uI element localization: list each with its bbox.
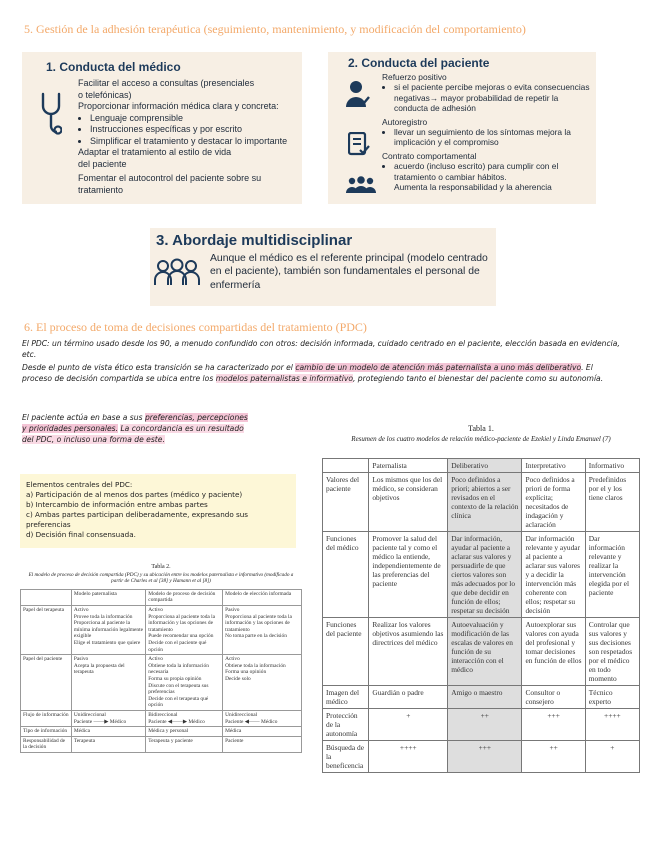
table-cell: Valores del paciente bbox=[323, 472, 369, 531]
card-doctor-behavior bbox=[22, 52, 302, 204]
table-cell: Amigo o maestro bbox=[448, 685, 522, 708]
card-1-line: tratamiento bbox=[78, 184, 124, 195]
table-cell: Unidireccional Paciente ◀—— Médico bbox=[223, 710, 302, 726]
pdc-elements-box bbox=[20, 474, 296, 548]
card-1-line: o telefónicas) bbox=[78, 89, 132, 100]
table-cell: Predefinidos por el y los tiene claros bbox=[585, 472, 639, 531]
patient-group-heading: Autoregistro bbox=[382, 116, 428, 127]
table-cell: Pasivo Acepta la propuesta del terapeuta bbox=[71, 655, 145, 711]
table-2 bbox=[20, 589, 302, 753]
table-1 bbox=[322, 458, 640, 773]
table-cell: Dar información relevante y realizar la intervención elegida por el paciente bbox=[585, 531, 639, 617]
table-cell: Activo Provee toda la información Proporciona al paciente la mínima información legalmente exigible Elige el tratamiento que quiere bbox=[71, 606, 145, 655]
table-cell: Funciones del médico bbox=[323, 531, 369, 617]
table-header-cell: Deliberativo bbox=[448, 458, 522, 472]
table-header-cell: Modelo de elección informada bbox=[223, 589, 302, 605]
patient-group-extra: Aumenta la responsabilidad y la aherencia bbox=[394, 182, 552, 193]
table-cell: Responsabilidad de la decisión bbox=[21, 736, 72, 752]
table-cell: Unidireccional Paciente ——▶ Médico bbox=[71, 710, 145, 726]
table-header-cell: Modelo de proceso de decisión compartida bbox=[146, 589, 223, 605]
table-cell: + bbox=[585, 740, 639, 772]
table-cell: Papel del paciente bbox=[21, 655, 72, 711]
table-cell: Dar información relevante y ayudar al paciente a aclarar sus valores y a decidir la intervención más coherente con ellos; respetar su decisión bbox=[522, 531, 585, 617]
table-row bbox=[323, 531, 640, 617]
table-cell: Imagen del médico bbox=[323, 685, 369, 708]
table-row bbox=[323, 472, 640, 531]
note-text: El paciente actúa en base a sus bbox=[22, 413, 145, 422]
table-cell: ++ bbox=[448, 708, 522, 740]
table-row bbox=[21, 710, 302, 726]
table-1-title: Tabla 1. bbox=[468, 424, 494, 433]
table-cell: Activo Obtiene toda la información necesaria Forma su propia opinión Discute con el terapeuta sus preferencias Decide con el terapeuta qué opción bbox=[146, 655, 223, 711]
note-highlight: cambio de un modelo de atención más paternalista a uno más deliberativo bbox=[295, 363, 582, 372]
table-row bbox=[21, 727, 302, 737]
table-header-cell bbox=[21, 589, 72, 605]
card-1-line: Fomentar el autocontrol del paciente sobre su bbox=[78, 173, 262, 183]
card-1-title: 1. Conducta del médico bbox=[46, 60, 181, 74]
table-header-cell: Informativo bbox=[585, 458, 639, 472]
table-2-caption: El modelo de proceso de decisión compartida (PDC) y su ubicación entre los modelos paternalista e informativo (modificado a partir de Charles et al [38] y Hamann et al [8]) bbox=[28, 572, 294, 585]
table-row bbox=[21, 655, 302, 711]
table-cell: ++++ bbox=[585, 708, 639, 740]
table-cell: Promover la salud del paciente tal y como el médico la entiende, independientemente de las preferencias del paciente bbox=[369, 531, 448, 617]
table-cell: ++++ bbox=[369, 740, 448, 772]
table-cell: Médica bbox=[71, 727, 145, 737]
table-cell: Terapeuta bbox=[71, 736, 145, 752]
box-line: b) Intercambio de información entre ambas partes bbox=[26, 500, 208, 509]
patient-group-heading: Contrato comportamental bbox=[382, 150, 477, 161]
card-1-line: del paciente bbox=[78, 158, 127, 169]
table-cell: Poco definidos a priori; abiertos a ser revisados en el contexto de la relación clínica bbox=[448, 472, 522, 531]
note-paragraph bbox=[22, 362, 622, 384]
table-cell: + bbox=[369, 708, 448, 740]
table-row bbox=[323, 708, 640, 740]
table-cell: Protección de la autonomía bbox=[323, 708, 369, 740]
table-header-cell bbox=[323, 458, 369, 472]
table-cell: Los mismos que los del médico, se consideran objetivos bbox=[369, 472, 448, 531]
table-row bbox=[21, 606, 302, 655]
table-2-title: Tabla 2. bbox=[151, 564, 171, 570]
box-line: Elementos centrales del PDC: bbox=[26, 480, 133, 489]
note-highlight: preferencias, percepciones y prioridades personales. bbox=[22, 413, 248, 433]
table-cell: Flujo de información bbox=[21, 710, 72, 726]
table-cell: Pasivo Proporciona al paciente toda la información y las opciones de tratamiento No toma parte en la decisión bbox=[223, 606, 302, 655]
table-cell: Consultor o consejero bbox=[522, 685, 585, 708]
note-text: , protegiendo tanto el bienestar del paciente como su autonomía. bbox=[352, 374, 604, 383]
table-cell: Dar información, ayudar al paciente a aclarar sus valores y persuadirle de que ciertos valores son más adecuados por lo que debe decidir en función de ellos; respetar su decisión bbox=[448, 531, 522, 617]
card-1-line: Proporcionar información médica clara y concreta: bbox=[78, 101, 279, 111]
table-header-row bbox=[21, 589, 302, 605]
table-2-block bbox=[20, 564, 302, 753]
table-cell: Autoexplorar sus valores con ayuda del profesional y tomar decisiones en función de ellos bbox=[522, 617, 585, 685]
table-cell: Paciente bbox=[223, 736, 302, 752]
table-1-caption: Resumen de los cuatro modelos de relación médico-paciente de Ezekiel y Linda Emanuel (7) bbox=[351, 435, 611, 443]
note-text: Desde el punto de vista ético esta transición se ha caracterizado por el bbox=[22, 363, 296, 372]
card-1-bullet: • Simplificar el tratamiento y destacar lo importante bbox=[90, 136, 296, 148]
table-cell: Controlar que sus valores y sus decisiones son respetados por el médico en todo momento bbox=[585, 617, 639, 685]
table-row bbox=[323, 617, 640, 685]
card-3-text: Aunque el médico es el referente principal (modelo centrado en el paciente), también son fundamentales el personal de enfermería bbox=[210, 253, 488, 291]
table-header-cell: Modelo paternalista bbox=[71, 589, 145, 605]
table-row bbox=[323, 685, 640, 708]
table-cell: Activo Obtiene toda la información Forma una opinión Decide solo bbox=[223, 655, 302, 711]
table-cell: Terapeuta y paciente bbox=[146, 736, 223, 752]
table-header-cell: Interpretativo bbox=[522, 458, 585, 472]
table-cell: Tipo de información bbox=[21, 727, 72, 737]
note-paragraph bbox=[22, 412, 254, 445]
note-highlight: La concordancia es un resultado del PDC, o incluso una forma de este. bbox=[22, 424, 244, 444]
table-cell: Médica bbox=[223, 727, 302, 737]
patient-group-heading: Refuerzo positivo bbox=[382, 72, 447, 82]
team-icon bbox=[154, 258, 200, 286]
card-1-bullet: • Lenguaje comprensible bbox=[90, 113, 296, 125]
section-5-title: 5. Gestión de la adhesión terapéutica (seguimiento, mantenimiento, y modificación del comportamiento) bbox=[24, 22, 526, 36]
card-patient-behavior bbox=[328, 52, 596, 204]
card-1-line: Facilitar el acceso a consultas (presenciales bbox=[78, 78, 255, 88]
table-cell: Bidireccional Paciente ◀——▶ Médico bbox=[146, 710, 223, 726]
table-cell: Realizar los valores objetivos asumiendo las directrices del médico bbox=[369, 617, 448, 685]
table-header-row bbox=[323, 458, 640, 472]
table-header-cell: Paternalista bbox=[369, 458, 448, 472]
card-3-title: 3. Abordaje multidisciplinar bbox=[156, 232, 353, 249]
patient-group-bullet: • si el paciente percibe mejoras o evita consecuencias negativas→ mayor probabilidad de repetir la conducta de adhesión bbox=[394, 82, 590, 113]
table-1-block bbox=[322, 424, 640, 773]
table-cell: Búsqueda de la beneficencia bbox=[323, 740, 369, 772]
table-cell: Funciones del paciente bbox=[323, 617, 369, 685]
table-cell: Papel del terapeuta bbox=[21, 606, 72, 655]
card-1-line: Adaptar el tratamiento al estilo de vida bbox=[78, 147, 232, 157]
table-cell: Autoevaluación y modificación de las escalas de valores en función de su interacción con el médico bbox=[448, 617, 522, 685]
card-1-bullet: • Instrucciones específicas y por escrito bbox=[90, 124, 296, 136]
table-cell: ++ bbox=[522, 740, 585, 772]
box-line: c) Ambas partes participan deliberadamente, expresando sus preferencias bbox=[26, 510, 249, 529]
table-cell: +++ bbox=[448, 740, 522, 772]
card-multidisciplinary bbox=[150, 228, 496, 306]
table-cell: Guardián o padre bbox=[369, 685, 448, 708]
checklist-icon bbox=[348, 132, 370, 156]
stethoscope-icon bbox=[40, 92, 62, 138]
table-row bbox=[323, 740, 640, 772]
table-cell: Poco definidos a priori de forma explícita; necesitados de indagación y aclaración bbox=[522, 472, 585, 531]
card-2-title: 2. Conducta del paciente bbox=[348, 56, 490, 70]
note-text: . El proceso de decisión compartida se ubica entre los bbox=[22, 363, 593, 383]
box-line: a) Participación de al menos dos partes (médico y paciente) bbox=[26, 490, 243, 499]
note-highlight: modelos paternalistas e informativo bbox=[215, 374, 353, 383]
table-cell: Médica y personal bbox=[146, 727, 223, 737]
user-icon bbox=[346, 80, 370, 108]
section-6-title: 6. El proceso de toma de decisiones compartidas del tratamiento (PDC) bbox=[24, 320, 367, 334]
patient-group-bullet: • llevar un seguimiento de los síntomas mejora la implicación y el compromiso bbox=[394, 127, 590, 148]
table-cell: Técnico experto bbox=[585, 685, 639, 708]
group-icon bbox=[346, 176, 376, 194]
patient-group-bullet: • acuerdo (incluso escrito) para cumplir con el tratamiento o cambiar hábitos. bbox=[394, 161, 590, 182]
table-cell: Activo Proporciona al paciente toda la información y las opciones de tratamiento Puede recomendar una opción Decide con el paciente qué opción bbox=[146, 606, 223, 655]
table-cell: +++ bbox=[522, 708, 585, 740]
box-line: d) Decisión final consensuada. bbox=[26, 530, 136, 539]
note-paragraph: El PDC: un término usado desde los 90, a menudo confundido con otros: decisión informada, cuidado centrado en el paciente, elección basada en evidencia, etc. bbox=[22, 339, 620, 359]
table-row bbox=[21, 736, 302, 752]
